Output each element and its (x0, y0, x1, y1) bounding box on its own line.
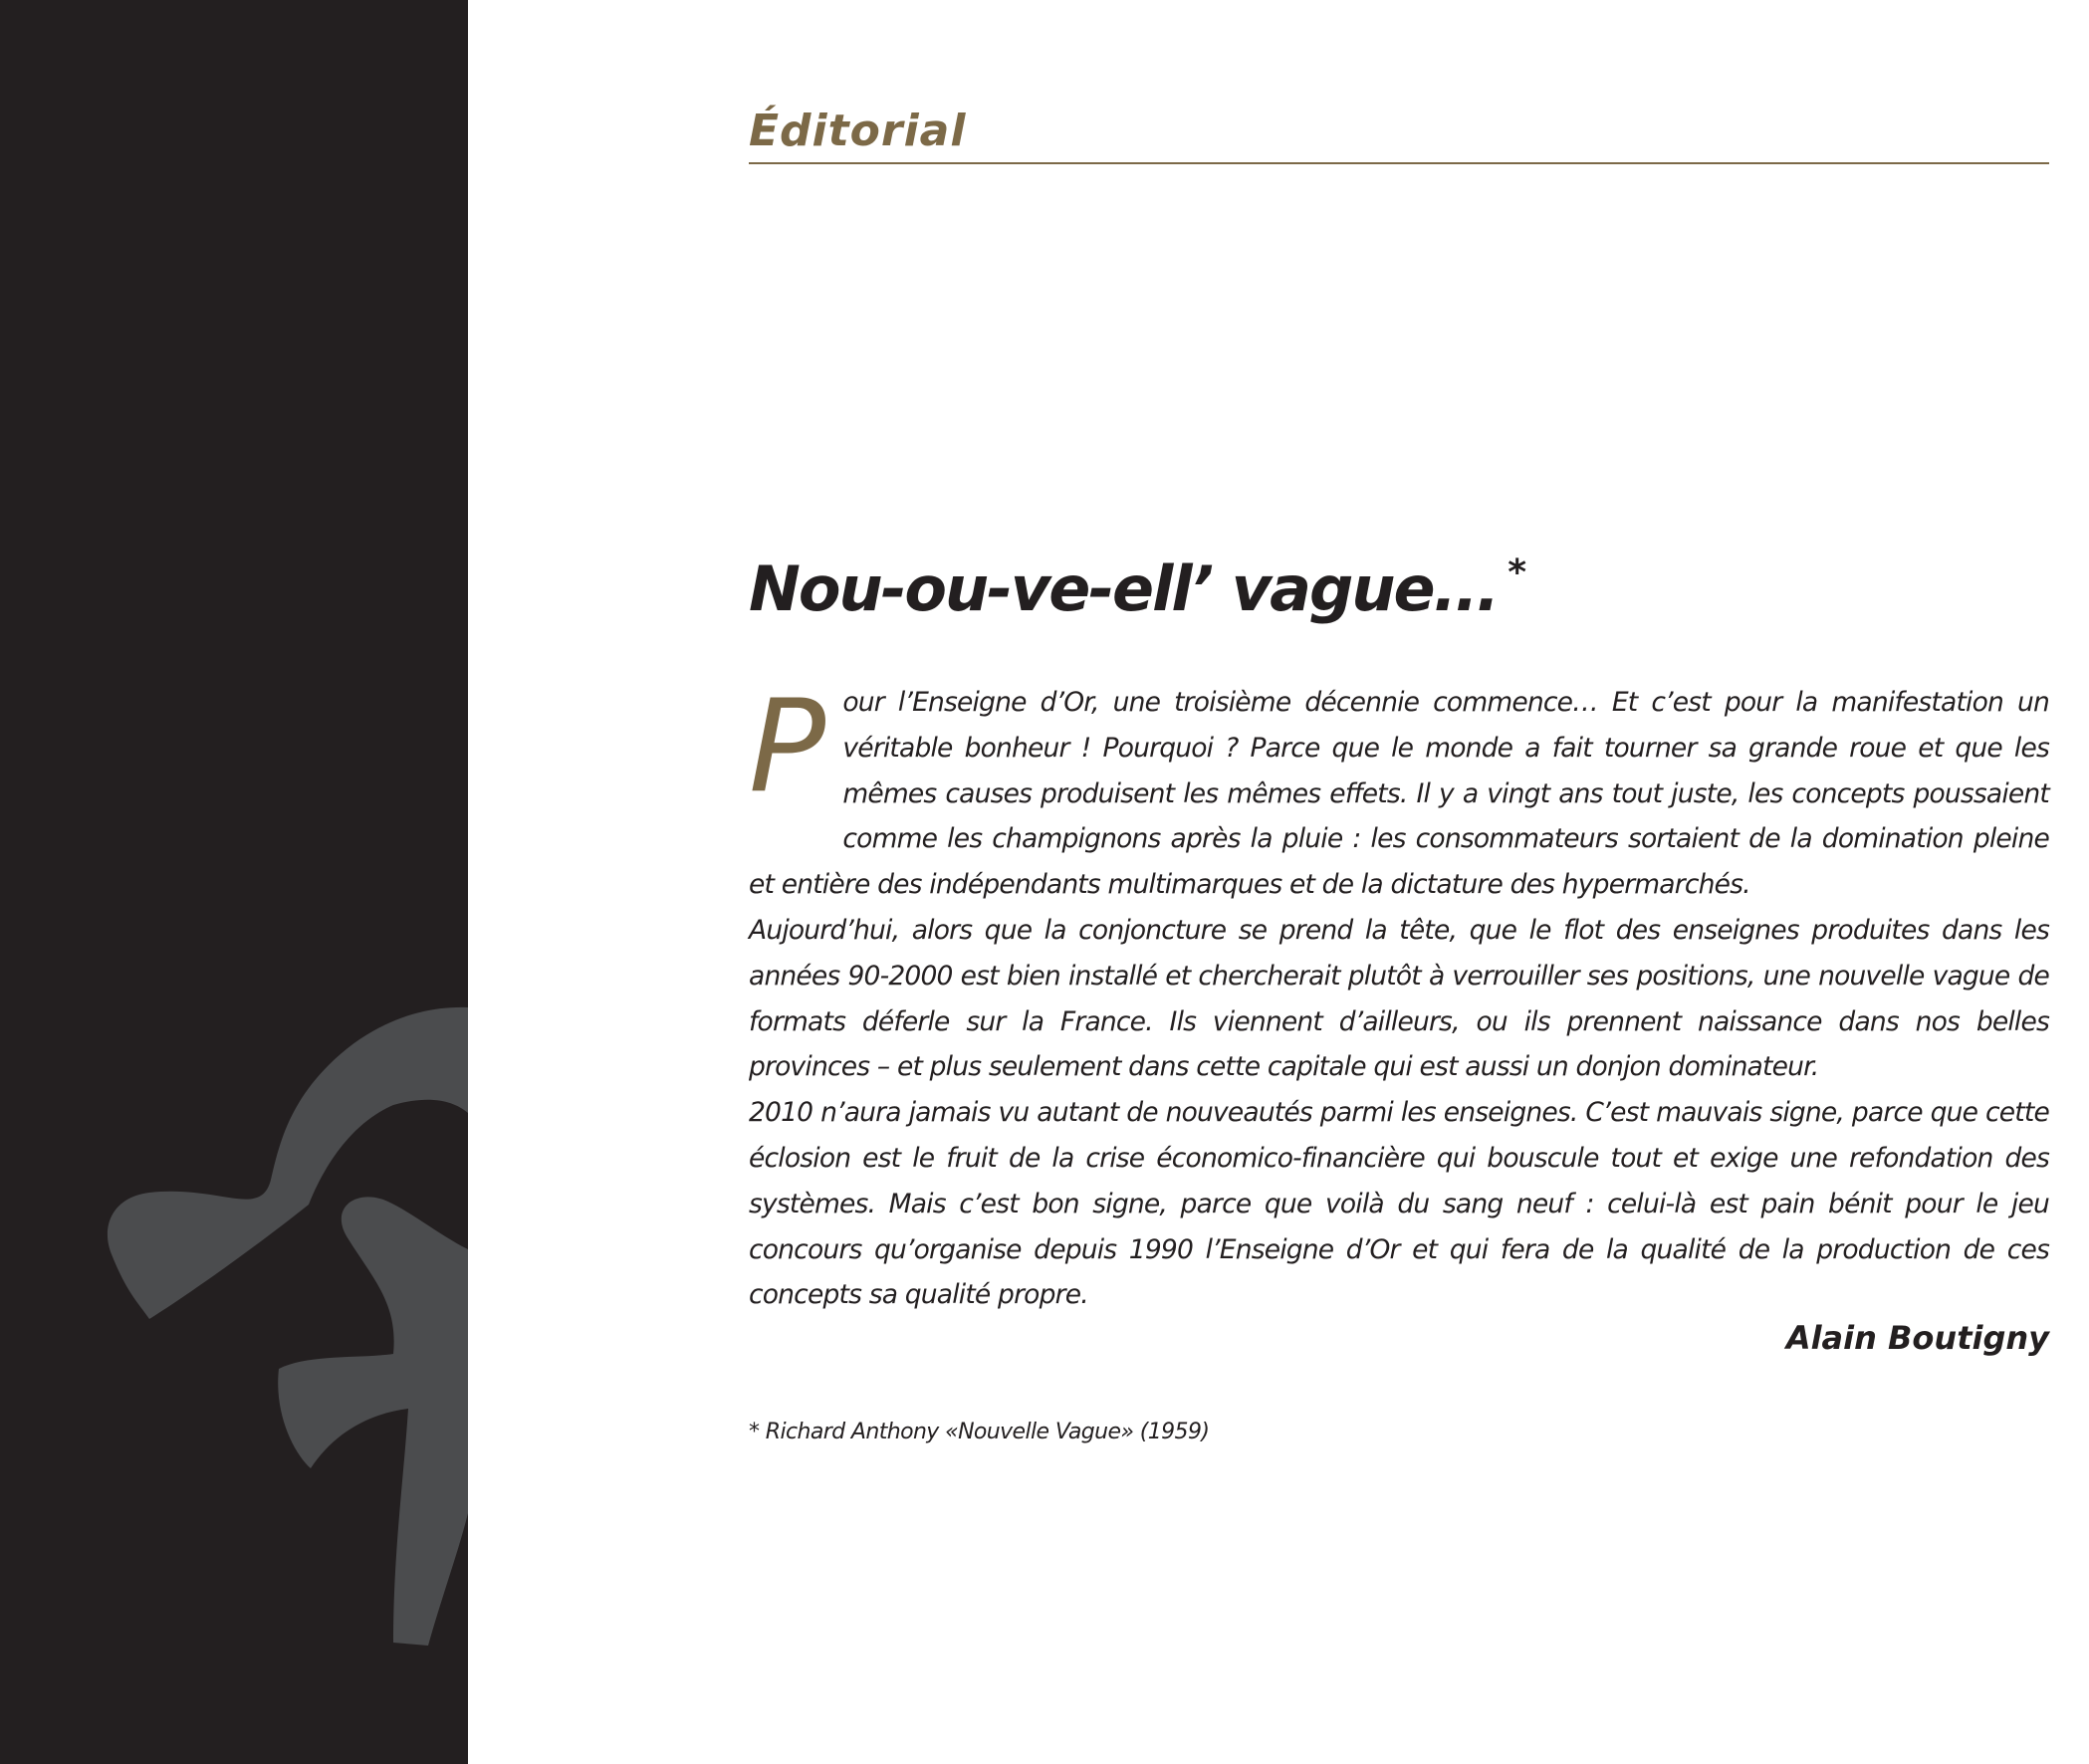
author-signature: Alain Boutigny (1785, 1319, 2049, 1357)
decorative-shape (0, 0, 468, 1764)
headline-text: Nou-ou-ve-ell’ vague... (749, 552, 1499, 625)
article-headline (749, 552, 1526, 625)
decorative-swirl (108, 1007, 468, 1646)
title-rule-divider (749, 162, 2049, 164)
paragraph-1 (749, 673, 2049, 908)
drop-cap: P (749, 673, 825, 821)
paragraph-1-text: our l’Enseigne d’Or, une troisième décennie commence… Et c’est pour la manifestation un véritable bonheur ! Pourquoi ? Parce que le monde a fait tourner sa grande roue et que les mêmes causes produisent les mêmes effets. Il y a vingt ans tout juste, les concepts poussaient comme les champignons après la pluie : les consommateurs sortaient de la domination pleine et entière des indépendants multimarques et de la dictature des hypermarchés. (749, 687, 2049, 901)
paragraph-2: Aujourd’hui, alors que la conjoncture se prend la tête, que le flot des enseignes produites dans les années 90-2000 est bien installé et chercherait plutôt à verrouiller ses positions, une nouvelle vague de formats déferle sur la France. Ils viennent d’ailleurs, ou ils prennent naissance dans nos belles provinces – et plus seulement dans cette capitale qui est aussi un donjon dominateur. (749, 914, 2049, 1083)
paragraph-3: 2010 n’aura jamais vu autant de nouveautés parmi les enseignes. C’est mauvais signe, parce que cette éclosion est le fruit de la crise économico-financière qui bouscule tout et exige une refondation des systèmes. Mais c’est bon signe, parce que voilà du sang neuf : celui-là est pain bénit pour le jeu concours qu’organise depuis 1990 l’Enseigne d’Or et qui fera de la qualité de la production de ces concepts sa qualité propre. (749, 1097, 2049, 1311)
footnote: * Richard Anthony «Nouvelle Vague» (1959) (749, 1420, 1210, 1444)
section-title: Éditorial (749, 106, 967, 156)
left-sidebar-panel (0, 0, 468, 1764)
headline-footnote-marker: * (1508, 552, 1527, 593)
article-body (749, 673, 2049, 1318)
